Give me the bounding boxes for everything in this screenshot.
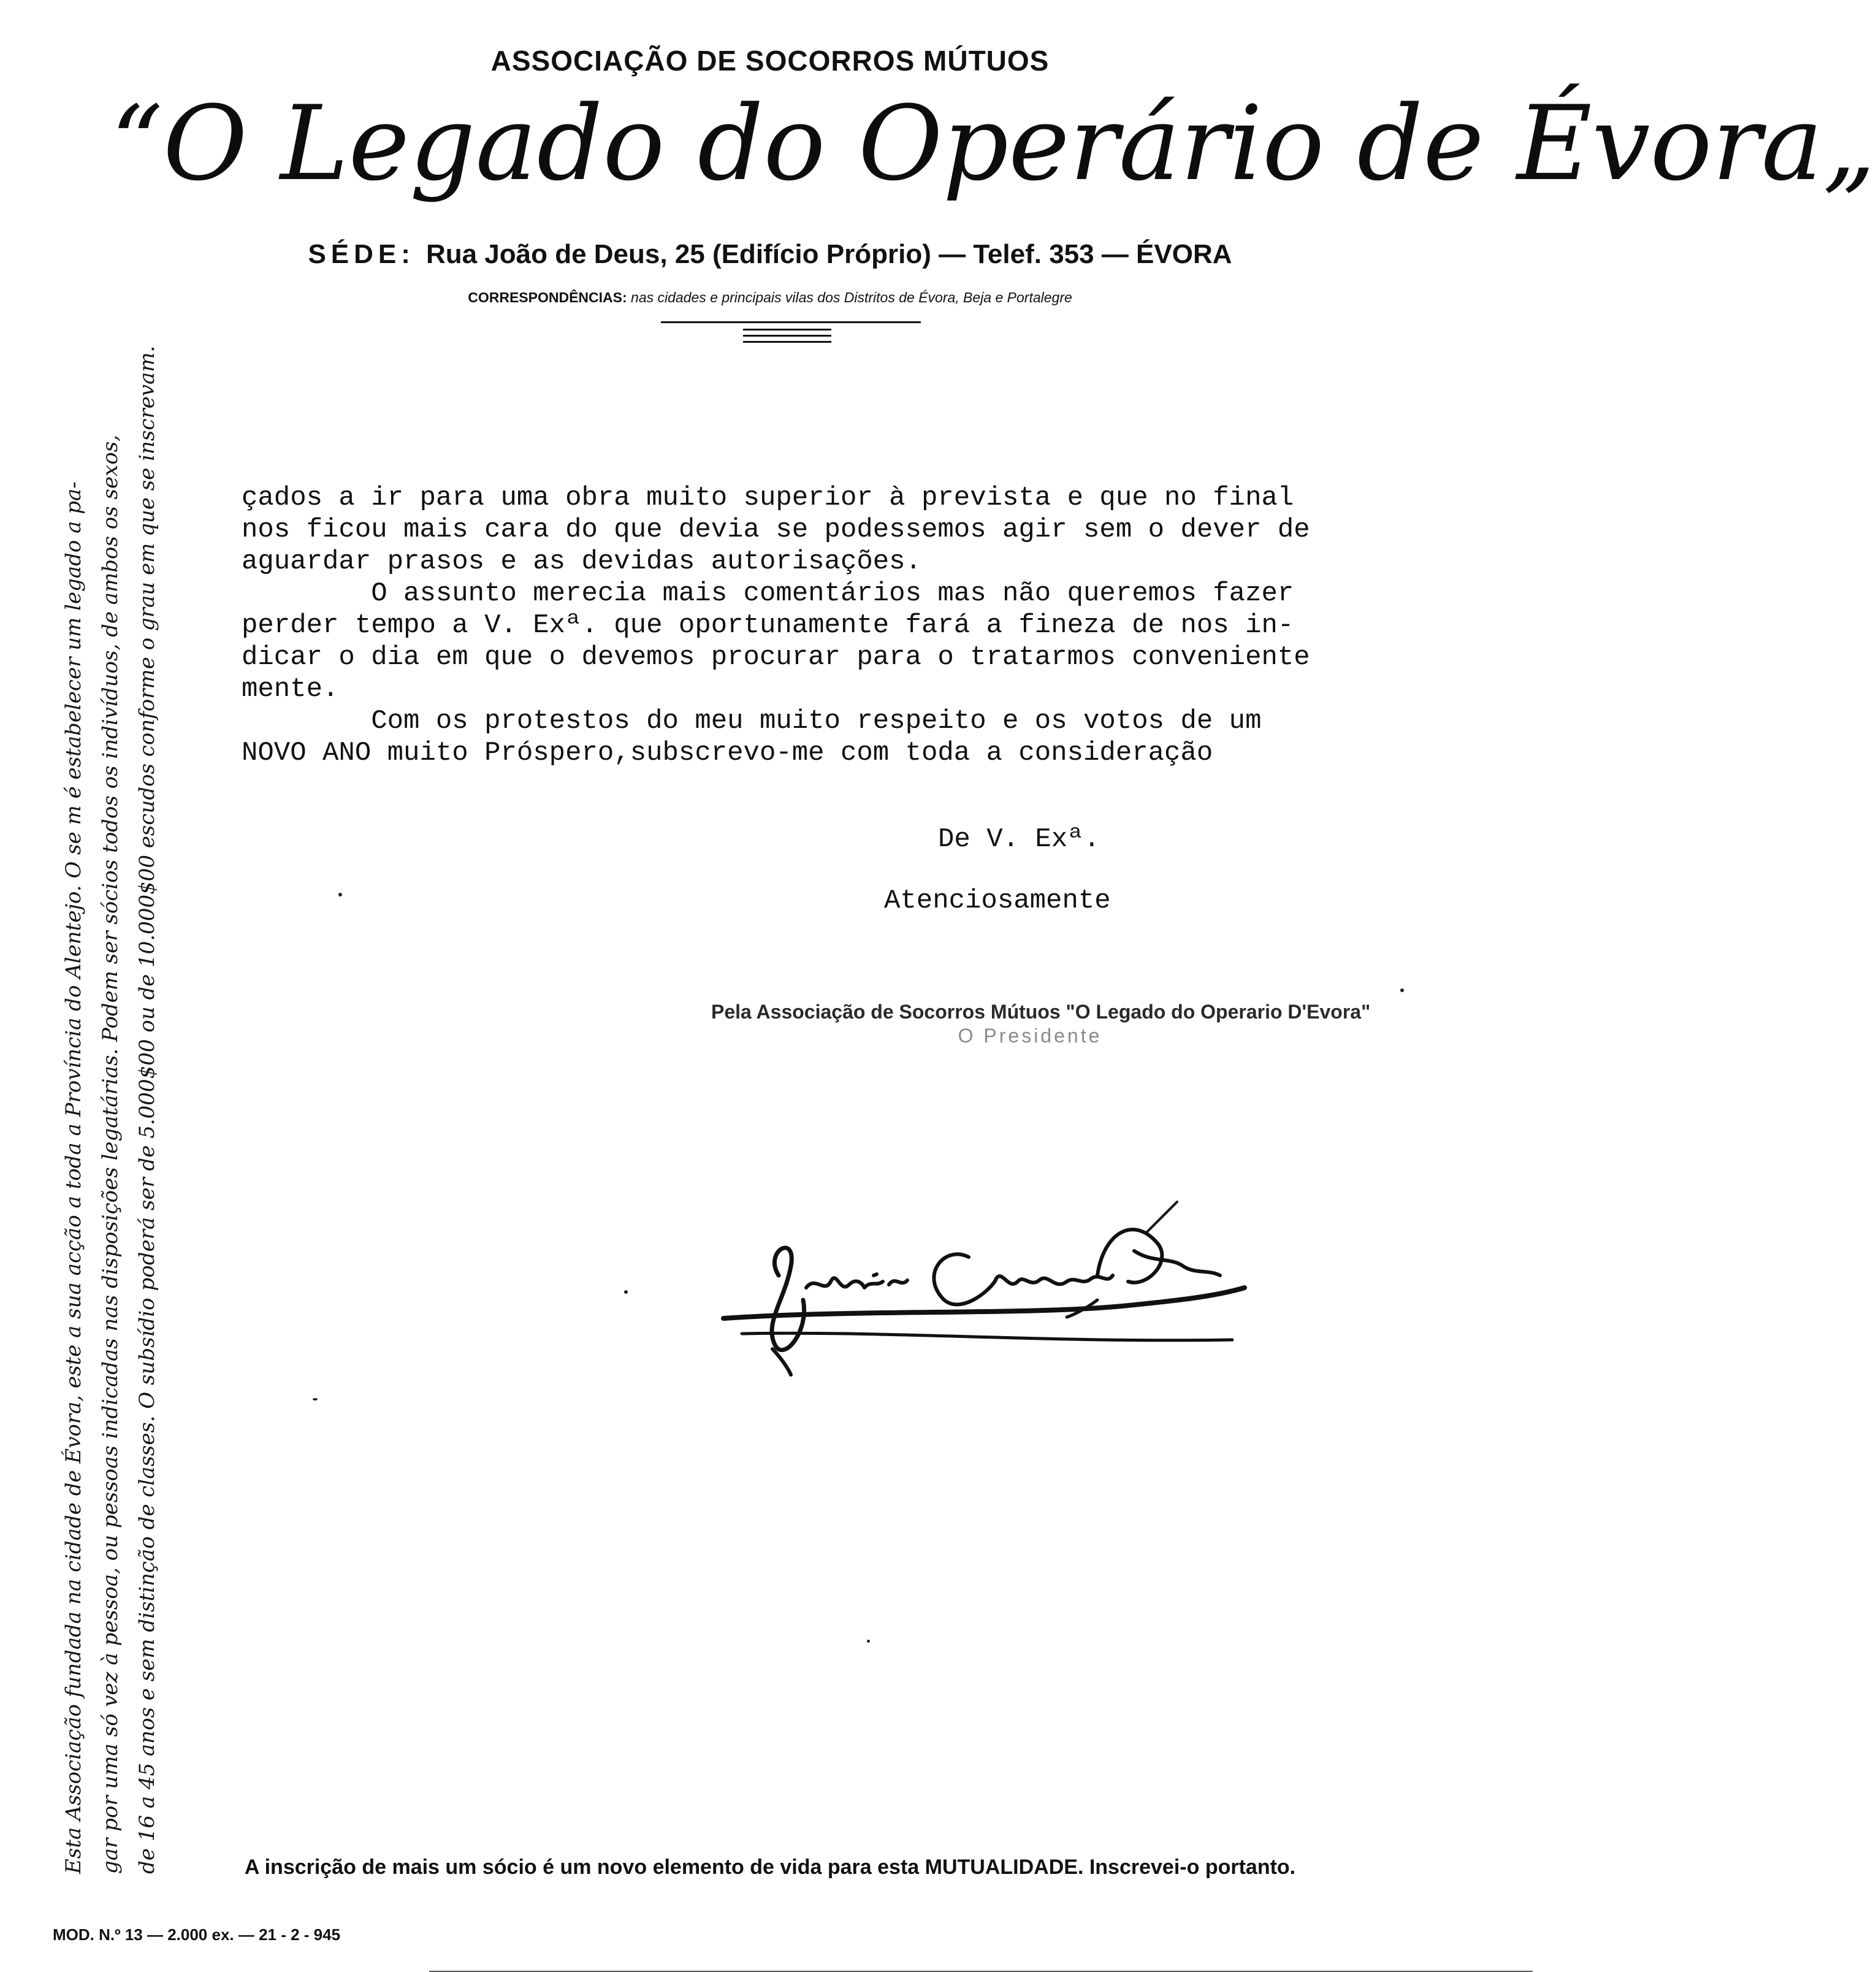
sidenote-line: de 16 a 45 anos e sem distinção de classes. O subsídio poderá ser de 5.000$00 ou de 10.000$00 escudos conforme o grau em que se inscrevam. (135, 345, 159, 1874)
association-description-sidenote (55, 329, 166, 1874)
letterhead-divider-short (743, 329, 831, 331)
sede-text: Rua João de Deus, 25 (Edifício Próprio) — Telef. 353 — ÉVORA (425, 239, 1232, 269)
scan-speck (1400, 988, 1404, 992)
sidenote-line: Esta Associação fundada na cidade de Évora, este a sua acção a toda a Província do Alentejo. O se m é estabelecer um legado a pa- (61, 481, 86, 1874)
body-line: çados a ir para uma obra muito superior à prevista e que no final (242, 483, 1294, 513)
body-line: Com os protestos do meu muito respeito e os votos de um (242, 706, 1262, 736)
body-line: mente. (242, 674, 339, 705)
headquarters-line (0, 239, 1540, 270)
letter-body (242, 482, 1468, 769)
salutation: De V. Exª. (938, 824, 1100, 855)
sign-off: Atenciosamente (884, 885, 1111, 916)
body-line: perder tempo a V. Exª. que oportunamente fará a fineza de nos in- (242, 610, 1294, 641)
letterhead-divider (661, 321, 921, 323)
association-stamp (711, 1001, 1371, 1047)
association-type: ASSOCIAÇÃO DE SOCORROS MÚTUOS (490, 45, 1050, 77)
stamp-title-line: O Presidente (958, 1025, 1102, 1047)
scan-speck (338, 893, 342, 896)
scan-speck (313, 1398, 318, 1401)
scan-speck (624, 1290, 628, 1294)
letterhead-divider-short (743, 335, 831, 337)
sede-label: SÉDE: (308, 239, 415, 269)
letterhead-divider-short (743, 341, 831, 343)
form-model-number: MOD. N.º 13 — 2.000 ex. — 21 - 2 - 945 (53, 1925, 341, 1944)
body-line: nos ficou mais cara do que devia se podessemos agir sem o dever de (242, 514, 1310, 545)
sidenote-line: gar por uma só vez à pessoa, ou pessoas indicadas nas disposições legatárias. Podem ser sócios todos os indivíduos, de ambos os sexos, (98, 435, 123, 1874)
correspondence-line (0, 289, 1540, 306)
body-line: dicar o dia em que o devemos procurar para o tratarmos convenientе (242, 642, 1310, 673)
correspondence-text: nas cidades e principais vilas dos Distritos de Évora, Beja e Portalegre (631, 289, 1072, 305)
body-line: NOVO ANO muito Próspero,subscrevo-me com toda a consideração (242, 738, 1213, 768)
body-line: O assunto merecia mais comentários mas não queremos fazer (242, 578, 1294, 609)
footer-slogan: A inscrição de mais um sócio é um novo elemento de vida para esta MUTUALIDADE. Inscrevei-o portanto. (244, 1855, 1296, 1879)
correspondence-label: CORRESPONDÊNCIAS: (468, 289, 627, 305)
handwritten-signature (705, 1208, 1257, 1380)
scan-speck (867, 1640, 870, 1643)
stamp-association-line: Pela Associação de Socorros Mútuos "O Legado do Operario D'Evora" (711, 1001, 1371, 1023)
body-line: aguardar prasos e as devidas autorisações. (242, 546, 921, 577)
organization-name: “O Legado do Operário de Évora„ (110, 83, 1876, 204)
